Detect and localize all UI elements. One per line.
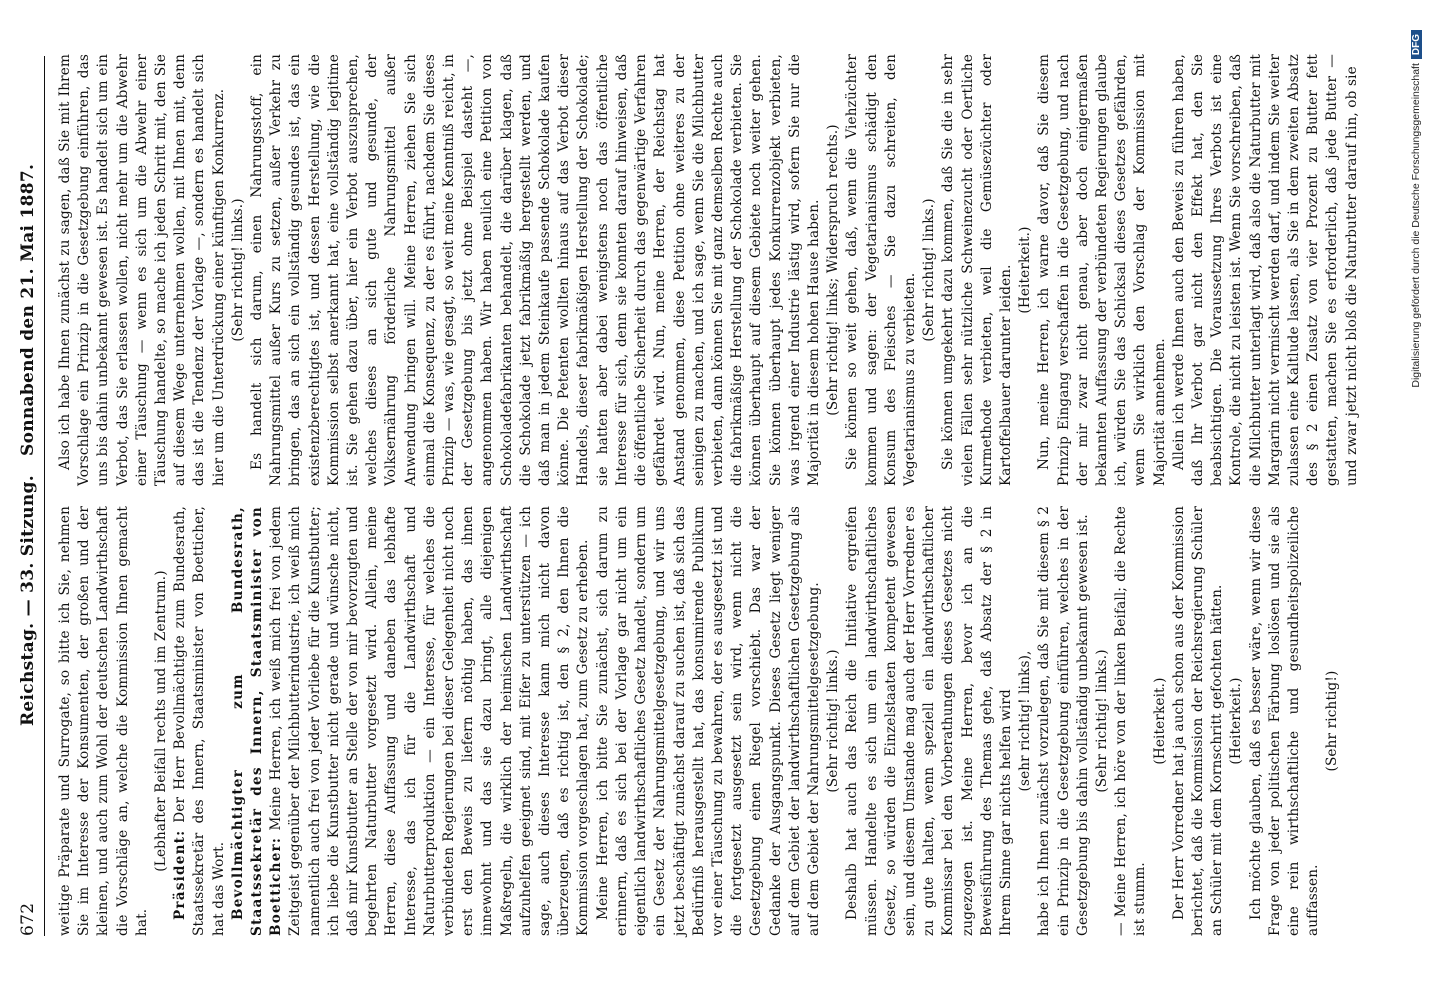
page-number: 672: [18, 902, 38, 936]
paragraph: Meine Herren, ich bitte Sie zunächst, sich darum zu erinnern, daß es sich bei der Vorlage gar nicht um ein eigentlich landwirthschaftliches Gesetz handelt, sondern um ein Gesetz der Nahrungsmittelgesetzgebung, und wir uns jetzt beschäftigt zunächst darauf zu suchen ist, daß sich das Bedürfniß herausgestellt hat, das konsumirende Publikum vor einer Täuschung zu bewahren, der es ausgesetzt ist und die fortgesetzt ausgesetzt sein wird, wenn nicht die Gesetzgebung einen Riegel vorschiebt. Das war der Gedanke der Ausgangspunkt. Dieses Gesetz liegt weniger auf dem Gebiet der landwirthschaftlichen Gesetzgebung als auf dem Gebiet der Nahrungsmittelgesetzgebung.: [594, 506, 822, 936]
interjection: (Lebhafter Beifall rechts und im Zentrum.): [153, 570, 170, 872]
speaker-name: Bevollmächtigter zum Bundesrath, Staatssekretär des Innern, Staatsminister von Boetticher:: [229, 506, 285, 936]
interjection: (sehr richtig! links),: [1017, 650, 1034, 792]
interjection: (Sehr richtig! links.): [229, 198, 246, 342]
header-rule: [44, 56, 45, 936]
paragraph: Allein ich werde Ihnen auch den Beweis zu führen haben, daß Ihr Verbot gar nicht den Effekt hat, den Sie beabsichtigen. Die Voraussetzung Ihres Verbots ist eine Kontrole, die nicht zu leisten ist. Wenn Sie vorschreiben, daß die Milchbutter unterlagt wird, daß also die Naturbutter mit Margarin nicht vermischt werden darf, und indem Sie weiter zulassen eine Kaltlude lassen, als Sie in dem zweiten Absatz des § 2 einen Zusatz von vier Prozent zu Butter fett gestatten, machen Sie es erforderlich, daß jede Butter — und zwar jetzt nicht bloß die Naturbutter darauf hin, ob sie: [1170, 54, 1360, 486]
paragraph: weitige Präparate und Surrogate, so bitte ich Sie, nehmen Sie im Interesse der Konsumenten, der großen und der kleinen, und auch zum Wohl der deutschen Landwirthschaft die Vorschläge an, welche die Kommission Ihnen gemacht hat.: [57, 506, 150, 936]
right-column: [56, 54, 1362, 486]
paragraph: — Meine Herren, ich höre von der linken Beifall; die Rechte ist stumm.: [1113, 506, 1149, 936]
paragraph: Sie können so weit gehen, daß, wenn die Viehzüchter kommen und sagen: der Vegetarianismus schädigt den Konsum des Fleisches — Sie dazu schreiten, den Vegetarianismus zu verbieten.: [844, 54, 918, 486]
paragraph: habe ich Ihnen zunächst vorzulegen, daß Sie mit diesem § 2 ein Prinzip in die Gesetzgebung einführen, welches in der Gesetzgebung bis dahin vollständig unbekannt gewesen ist.: [1036, 506, 1091, 936]
interjection: (Sehr richtig! links.): [921, 198, 938, 342]
paragraph: Also ich habe Ihnen zunächst zu sagen, daß Sie mit Ihrem Vorschlage ein Prinzip in die Gesetzgebung einführen, das uns bis dahin unbekannt gewesen ist. Es handelt sich um ein Verbot, das Sie erlassen wollen, nicht mehr um die Abwehr einer Täuschung — wenn es sich um die Abwehr einer Täuschung handelte, so mache ich jeden Schritt mit, den Sie auf diesem Wege unternehmen wollen, mit Ihnen mit, denn das ist die Tendenz der Vorlage —, sondern es handelt sich hier um die Unterdrückung einer künftigen Konkurrenz.: [57, 54, 227, 486]
credit-text: Digitalisierung gefördert durch die Deutsche Forschungsgemeinschaft: [1410, 63, 1422, 388]
left-column: [56, 506, 1343, 936]
paragraph: Sie können umgekehrt dazu kommen, daß Sie die in sehr vielen Fällen sehr nützliche Schweinezucht oder Oertliche Kurmethode verbieten, weil die Gemüsezüchter oder Kartoffelbauer darunter leiden.: [940, 54, 1014, 486]
running-title: Reichstag. — 33. Sitzung.: [18, 475, 38, 726]
paragraph: Der Herr Vorredner hat ja auch schon aus der Kommission berichtet, daß die Kommission der Reichsregierung Schüler an Schüler mit dem Kornschritt gefochten hätten.: [1170, 506, 1226, 936]
interjection: (Sehr richtig! links; Widerspruch rechts.): [825, 124, 842, 416]
digitization-credit: [1410, 30, 1422, 970]
interjection: (Heiterkeit.): [1151, 677, 1168, 765]
page-header: [18, 56, 46, 936]
speech-text: Meine Herren, ich weiß mich frei von jedem Zeitgeist gegenüber der Milchbutterindustrie, ich weiß mich namentlich auch frei von jeder Vorliebe für die Kunstbutter; ich liebe die Kunstbutter nicht gerade und wünsche nicht, daß mir Kunstbutter an Stelle der von mir bevorzugten und begehrten Naturbutter vorgesetzt wird. Allein, meine Herren, diese Auffassung und daneben das lebhafte Interesse, das ich für die Landwirthschaft und Naturbutterproduktion — ein Interesse, für welches die verbündeten Regierungen bei dieser Gelegenheit nicht noch erst den Beweis zu liefern nöthig haben, das ihnen innewohnt und das sie dazu bringt, alle diejenigen Maßregeln, die wirklich der heimischen Landwirthschaft aufzuhelfen geeignet sind, mit Eifer zu unterstützen — ich sage, auch dieses Interesse kann mich nicht davon überzeugen, daß es richtig ist, den § 2, den Ihnen die Kommission vorgeschlagen hat, zum Gesetz zu erheben.: [268, 506, 592, 936]
interjection: (Heiterkeit.): [1017, 226, 1034, 314]
paragraph: Ich möchte glauben, daß es besser wäre, wenn wir diese Frage von jeder politischen Färbung loslösen und sie als eine rein wirthschaftliche und gesundheitspolizeiliche auffassen.: [1247, 506, 1322, 936]
speech-paragraph: [229, 506, 594, 936]
speech-text: Der Herr Bevollmächtigte zum Bundesrath, Staatssekretär des Innern, Staatsminister von Boetticher, hat das Wort.: [172, 506, 227, 936]
speaker-name: Präsident:: [172, 829, 189, 920]
paragraph: Deshalb hat auch das Reich die Initiative ergreifen müssen. Handelte es sich um ein landwirthschaftliches Gesetz, so würden die Einzelstaaten kompetent gewesen sein, und diesem Umstande mag auch der Herr Vorredner es zu gute halten, wenn speziell ein landwirthschaftlicher Kommissar bei den Vorberathungen dieses Gesetzes nicht zugezogen ist. Meine Herren, bevor ich an die Beweisführung des Themas gehe, daß Absatz der § 2 in Ihrem Sinne gar nichts helfen wird: [844, 506, 1014, 936]
dfg-logo: DFG: [1411, 30, 1422, 59]
session-date: Sonnabend den 21. Mai 1887.: [18, 163, 38, 456]
interjection: (Sehr richtig! links.): [1093, 649, 1110, 793]
interjection: (Sehr richtig!): [1324, 670, 1341, 772]
speech-paragraph: [171, 506, 229, 936]
paragraph: Es handelt sich darum, einen Nahrungsstoff, ein Nahrungsmittel außer Kurs zu setzen, außer Verkehr zu bringen, das an sich ein vollständig gesundes ist, das ein existenzberechtigtes ist, und dessen Herstellung, wie die Kommission selbst anerkannt hat, eine vollständig legitime ist. Sie gehen dazu über, hier ein Verbot auszusprechen, welches dieses an sich gute und gesunde, der Volksernährung förderliche Nahrungsmittel außer Anwendung bringen will. Meine Herren, ziehen Sie sich einmal die Konsequenz, zu der es führt, nachdem Sie dieses Prinzip — was, wie gesagt, so weit meine Kenntniß reicht, in der Gesetzgebung bis jetzt ohne Beispiel dasteht —, angenommen haben. Wir haben neulich eine Petition von Schokoladefabrikanten behandelt, die darüber klagen, daß die Schokolade jetzt fabrikmäßig hergestellt werden, und daß man in jedem Steinkaufe passende Schokolade kaufen könne. Die Petenten wollten hinaus auf das Verbot dieser Handels, dieser fabrikmäßigen Herstellung der Schokolade; sie hatten aber dabei wenigstens noch das öffentliche Interesse für sich, denn sie konnten darauf hinweisen, daß die öffentliche Sicherheit durch das gegenwärtige Verfahren gefährdet wird. Nun, meine Herren, der Reichstag hat Anstand genommen, diese Petition ohne weiteres zu der seinigen zu machen, und ich sage, wenn Sie die Milchbutter verbieten, dann können Sie mit ganz demselben Rechte auch die fabrikmäßige Herstellung der Schokolade verbieten. Sie können überhaupt auf diesem Gebiete noch weiter gehen. Sie können überhaupt jedes Konkurrenzobjekt verbieten, was irgend einer Industrie lästig wird, sofern Sie nur die Majorität in diesem hohen Hause haben.: [249, 54, 822, 486]
interjection: (Sehr richtig! links.): [825, 649, 842, 793]
paragraph: Nun, meine Herren, ich warne davor, daß Sie diesem Prinzip Eingang verschaffen in die Gesetzgebung, und nach der mir zwar nicht genau, aber doch einigermaßen bekannten Auffassung der verbündeten Regierungen glaube ich, würden Sie das Schicksal dieses Gesetzes gefährden, wenn Sie wirklich den Vorschlag der Kommission mit Majorität annehmen.: [1036, 54, 1168, 486]
interjection: (Heiterkeit.): [1228, 677, 1245, 765]
